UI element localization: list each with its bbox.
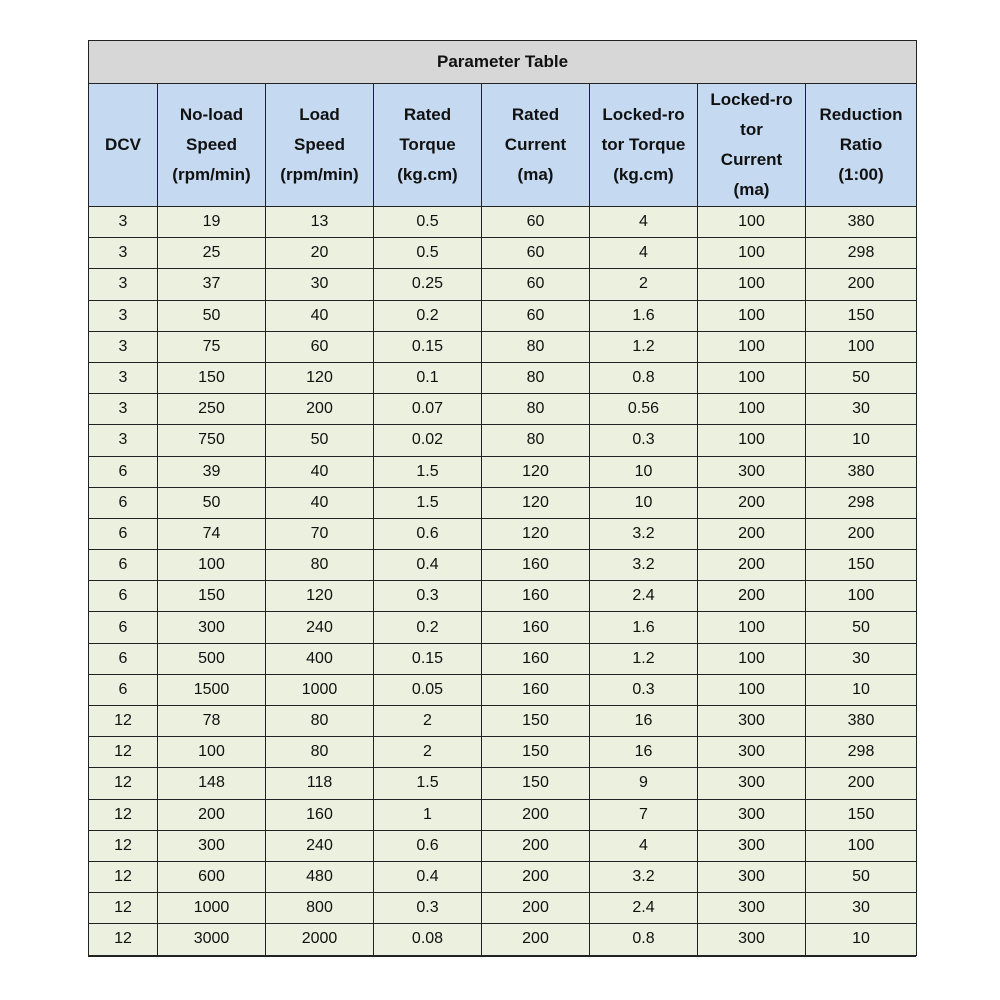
table-cell: 6 <box>89 518 158 549</box>
table-cell: 600 <box>158 861 266 892</box>
table-cell: 3 <box>89 269 158 300</box>
table-cell: 12 <box>89 706 158 737</box>
table-cell: 240 <box>266 612 374 643</box>
table-cell: 6 <box>89 581 158 612</box>
table-cell: 4 <box>590 238 698 269</box>
table-row <box>89 861 917 892</box>
table-row <box>89 550 917 581</box>
table-cell: 400 <box>266 643 374 674</box>
table-row <box>89 924 917 955</box>
table-cell: 120 <box>482 487 590 518</box>
header-line: Torque <box>399 135 456 154</box>
table-cell: 2000 <box>266 924 374 955</box>
header-line: (ma) <box>517 165 554 184</box>
table-cell: 300 <box>698 893 806 924</box>
table-cell: 200 <box>482 924 590 955</box>
table-cell: 120 <box>482 518 590 549</box>
header-line: tor Torque <box>601 135 686 154</box>
table-cell: 50 <box>806 861 917 892</box>
header-rated-torque <box>374 84 482 207</box>
table-cell: 3000 <box>158 924 266 955</box>
table-cell: 150 <box>806 300 917 331</box>
table-cell: 10 <box>806 425 917 456</box>
table-cell: 1.5 <box>374 456 482 487</box>
table-cell: 0.3 <box>590 425 698 456</box>
table-cell: 37 <box>158 269 266 300</box>
table-cell: 20 <box>266 238 374 269</box>
table-bottom-border <box>88 955 916 957</box>
table-cell: 6 <box>89 612 158 643</box>
table-cell: 200 <box>482 830 590 861</box>
table-cell: 40 <box>266 300 374 331</box>
table-cell: 2.4 <box>590 581 698 612</box>
table-cell: 300 <box>698 456 806 487</box>
header-line: (rpm/min) <box>172 165 251 184</box>
table-cell: 200 <box>698 518 806 549</box>
table-cell: 12 <box>89 799 158 830</box>
table-cell: 1000 <box>158 893 266 924</box>
table-cell: 0.3 <box>590 674 698 705</box>
table-cell: 30 <box>266 269 374 300</box>
table-cell: 298 <box>806 238 917 269</box>
header-load-speed-label <box>266 100 373 190</box>
table-cell: 200 <box>482 893 590 924</box>
table-row <box>89 643 917 674</box>
table-cell: 6 <box>89 487 158 518</box>
table-cell: 50 <box>806 362 917 393</box>
header-line: Current <box>504 135 567 154</box>
header-no-load-speed-label <box>158 100 265 190</box>
table-cell: 480 <box>266 861 374 892</box>
table-cell: 10 <box>806 674 917 705</box>
table-row <box>89 425 917 456</box>
table-cell: 1 <box>374 799 482 830</box>
table-cell: 12 <box>89 768 158 799</box>
table-cell: 150 <box>482 768 590 799</box>
table-cell: 100 <box>698 269 806 300</box>
table-cell: 30 <box>806 394 917 425</box>
table-cell: 1.2 <box>590 643 698 674</box>
parameter-table-container <box>88 40 916 956</box>
table-cell: 16 <box>590 737 698 768</box>
table-cell: 3 <box>89 331 158 362</box>
header-line: (ma) <box>733 180 770 199</box>
table-cell: 4 <box>590 207 698 238</box>
table-title: Parameter Table <box>89 41 917 84</box>
table-cell: 6 <box>89 674 158 705</box>
table-cell: 380 <box>806 456 917 487</box>
table-cell: 30 <box>806 643 917 674</box>
table-cell: 0.08 <box>374 924 482 955</box>
table-cell: 80 <box>266 550 374 581</box>
table-cell: 200 <box>698 581 806 612</box>
table-cell: 0.25 <box>374 269 482 300</box>
table-cell: 7 <box>590 799 698 830</box>
header-locked-rotor-current-label <box>698 85 805 205</box>
table-cell: 60 <box>482 269 590 300</box>
table-cell: 200 <box>698 550 806 581</box>
header-locked-rotor-current <box>698 84 806 207</box>
table-cell: 100 <box>806 581 917 612</box>
table-cell: 100 <box>698 612 806 643</box>
table-cell: 300 <box>698 861 806 892</box>
table-cell: 300 <box>158 830 266 861</box>
header-line: (kg.cm) <box>397 165 458 184</box>
table-cell: 120 <box>482 456 590 487</box>
table-cell: 380 <box>806 706 917 737</box>
table-cell: 300 <box>698 924 806 955</box>
table-cell: 60 <box>266 331 374 362</box>
table-cell: 6 <box>89 643 158 674</box>
table-row <box>89 674 917 705</box>
header-reduction-ratio <box>806 84 917 207</box>
header-line: DCV <box>105 135 141 154</box>
table-row <box>89 456 917 487</box>
header-dcv <box>89 84 158 207</box>
table-cell: 0.3 <box>374 581 482 612</box>
table-cell: 800 <box>266 893 374 924</box>
table-cell: 50 <box>158 300 266 331</box>
table-cell: 150 <box>806 550 917 581</box>
table-cell: 1.2 <box>590 331 698 362</box>
table-cell: 100 <box>158 550 266 581</box>
table-cell: 150 <box>482 737 590 768</box>
table-cell: 500 <box>158 643 266 674</box>
table-cell: 118 <box>266 768 374 799</box>
table-cell: 10 <box>806 924 917 955</box>
header-line: Locked-ro <box>602 105 685 124</box>
header-line: (1:00) <box>838 165 884 184</box>
table-cell: 150 <box>158 581 266 612</box>
table-cell: 0.56 <box>590 394 698 425</box>
table-cell: 120 <box>266 362 374 393</box>
table-cell: 4 <box>590 830 698 861</box>
table-row <box>89 362 917 393</box>
table-cell: 298 <box>806 487 917 518</box>
table-cell: 100 <box>158 737 266 768</box>
table-cell: 3 <box>89 300 158 331</box>
table-cell: 12 <box>89 893 158 924</box>
table-row <box>89 768 917 799</box>
header-line: Load <box>299 105 340 124</box>
table-cell: 39 <box>158 456 266 487</box>
table-cell: 80 <box>482 394 590 425</box>
header-line: Speed <box>185 135 238 154</box>
table-row <box>89 518 917 549</box>
table-cell: 0.05 <box>374 674 482 705</box>
table-cell: 300 <box>698 737 806 768</box>
table-cell: 300 <box>698 799 806 830</box>
header-line: (kg.cm) <box>613 165 674 184</box>
table-cell: 75 <box>158 331 266 362</box>
table-cell: 100 <box>698 238 806 269</box>
table-cell: 240 <box>266 830 374 861</box>
table-cell: 12 <box>89 924 158 955</box>
table-cell: 0.3 <box>374 893 482 924</box>
table-cell: 13 <box>266 207 374 238</box>
header-line: Current <box>720 150 783 169</box>
table-cell: 40 <box>266 456 374 487</box>
header-line: Rated <box>403 105 452 124</box>
table-cell: 10 <box>590 456 698 487</box>
table-cell: 0.5 <box>374 238 482 269</box>
table-cell: 80 <box>482 425 590 456</box>
table-cell: 74 <box>158 518 266 549</box>
table-cell: 1.5 <box>374 487 482 518</box>
table-cell: 298 <box>806 737 917 768</box>
table-cell: 160 <box>266 799 374 830</box>
table-cell: 30 <box>806 893 917 924</box>
table-cell: 60 <box>482 238 590 269</box>
table-cell: 100 <box>698 331 806 362</box>
table-cell: 120 <box>266 581 374 612</box>
table-row <box>89 612 917 643</box>
table-cell: 100 <box>698 643 806 674</box>
table-cell: 1.6 <box>590 612 698 643</box>
table-cell: 6 <box>89 456 158 487</box>
table-cell: 0.6 <box>374 518 482 549</box>
table-cell: 0.6 <box>374 830 482 861</box>
table-cell: 148 <box>158 768 266 799</box>
table-cell: 0.5 <box>374 207 482 238</box>
table-row <box>89 830 917 861</box>
table-body <box>89 207 917 956</box>
table-cell: 60 <box>482 207 590 238</box>
table-cell: 9 <box>590 768 698 799</box>
table-cell: 100 <box>698 674 806 705</box>
table-cell: 0.8 <box>590 362 698 393</box>
table-cell: 80 <box>482 362 590 393</box>
table-cell: 200 <box>698 487 806 518</box>
table-cell: 3 <box>89 394 158 425</box>
table-cell: 10 <box>590 487 698 518</box>
table-cell: 3 <box>89 238 158 269</box>
table-row <box>89 331 917 362</box>
table-cell: 0.1 <box>374 362 482 393</box>
table-cell: 40 <box>266 487 374 518</box>
table-cell: 16 <box>590 706 698 737</box>
table-cell: 0.2 <box>374 612 482 643</box>
table-cell: 0.15 <box>374 643 482 674</box>
table-row <box>89 737 917 768</box>
table-row <box>89 487 917 518</box>
table-cell: 250 <box>158 394 266 425</box>
table-cell: 100 <box>698 394 806 425</box>
header-reduction-ratio-label <box>806 100 916 190</box>
header-rated-torque-label <box>374 100 481 190</box>
table-cell: 150 <box>806 799 917 830</box>
table-cell: 300 <box>698 706 806 737</box>
table-cell: 0.4 <box>374 861 482 892</box>
parameter-table <box>88 40 917 956</box>
table-cell: 100 <box>806 830 917 861</box>
table-cell: 200 <box>482 799 590 830</box>
header-no-load-speed <box>158 84 266 207</box>
table-row <box>89 394 917 425</box>
table-cell: 0.8 <box>590 924 698 955</box>
table-row <box>89 581 917 612</box>
table-cell: 100 <box>698 207 806 238</box>
table-cell: 0.07 <box>374 394 482 425</box>
table-cell: 70 <box>266 518 374 549</box>
header-dcv-label <box>89 130 157 160</box>
table-cell: 200 <box>806 768 917 799</box>
table-cell: 300 <box>158 612 266 643</box>
header-line: Ratio <box>839 135 883 154</box>
table-row <box>89 300 917 331</box>
table-cell: 3 <box>89 207 158 238</box>
table-cell: 150 <box>158 362 266 393</box>
table-cell: 2.4 <box>590 893 698 924</box>
table-row <box>89 799 917 830</box>
table-cell: 6 <box>89 550 158 581</box>
table-cell: 80 <box>482 331 590 362</box>
table-cell: 200 <box>266 394 374 425</box>
header-line: Reduction <box>819 105 903 124</box>
table-cell: 0.15 <box>374 331 482 362</box>
table-cell: 2 <box>590 269 698 300</box>
table-cell: 380 <box>806 207 917 238</box>
header-line: Rated <box>511 105 560 124</box>
header-line: No-load <box>179 105 244 124</box>
table-cell: 2 <box>374 706 482 737</box>
table-cell: 12 <box>89 830 158 861</box>
table-cell: 100 <box>698 362 806 393</box>
table-cell: 1.5 <box>374 768 482 799</box>
table-cell: 3.2 <box>590 518 698 549</box>
table-row <box>89 893 917 924</box>
header-row <box>89 84 917 207</box>
header-load-speed <box>266 84 374 207</box>
table-cell: 2 <box>374 737 482 768</box>
header-line: Locked-ro <box>710 90 793 109</box>
table-cell: 200 <box>806 269 917 300</box>
header-line: Speed <box>293 135 346 154</box>
table-row <box>89 207 917 238</box>
table-cell: 50 <box>806 612 917 643</box>
table-cell: 12 <box>89 737 158 768</box>
table-cell: 19 <box>158 207 266 238</box>
table-cell: 200 <box>158 799 266 830</box>
table-cell: 200 <box>482 861 590 892</box>
title-row <box>89 41 917 84</box>
table-cell: 60 <box>482 300 590 331</box>
table-cell: 80 <box>266 737 374 768</box>
table-cell: 100 <box>698 300 806 331</box>
table-cell: 12 <box>89 861 158 892</box>
table-cell: 1500 <box>158 674 266 705</box>
table-cell: 50 <box>266 425 374 456</box>
table-cell: 78 <box>158 706 266 737</box>
table-cell: 200 <box>806 518 917 549</box>
table-cell: 1000 <box>266 674 374 705</box>
table-cell: 0.4 <box>374 550 482 581</box>
table-cell: 3 <box>89 425 158 456</box>
table-cell: 300 <box>698 830 806 861</box>
table-cell: 25 <box>158 238 266 269</box>
table-cell: 300 <box>698 768 806 799</box>
table-cell: 150 <box>482 706 590 737</box>
table-row <box>89 269 917 300</box>
header-rated-current <box>482 84 590 207</box>
table-cell: 160 <box>482 550 590 581</box>
table-cell: 0.2 <box>374 300 482 331</box>
table-cell: 160 <box>482 674 590 705</box>
table-cell: 3 <box>89 362 158 393</box>
table-cell: 100 <box>698 425 806 456</box>
table-cell: 3.2 <box>590 550 698 581</box>
table-cell: 160 <box>482 643 590 674</box>
table-row <box>89 238 917 269</box>
table-cell: 50 <box>158 487 266 518</box>
table-cell: 80 <box>266 706 374 737</box>
header-locked-rotor-torque-label <box>590 100 697 190</box>
header-line: tor <box>740 120 763 139</box>
header-rated-current-label <box>482 100 589 190</box>
table-cell: 3.2 <box>590 861 698 892</box>
header-line: (rpm/min) <box>280 165 359 184</box>
table-row <box>89 706 917 737</box>
table-cell: 0.02 <box>374 425 482 456</box>
table-cell: 160 <box>482 581 590 612</box>
table-cell: 160 <box>482 612 590 643</box>
table-cell: 100 <box>806 331 917 362</box>
table-cell: 750 <box>158 425 266 456</box>
header-locked-rotor-torque <box>590 84 698 207</box>
table-cell: 1.6 <box>590 300 698 331</box>
